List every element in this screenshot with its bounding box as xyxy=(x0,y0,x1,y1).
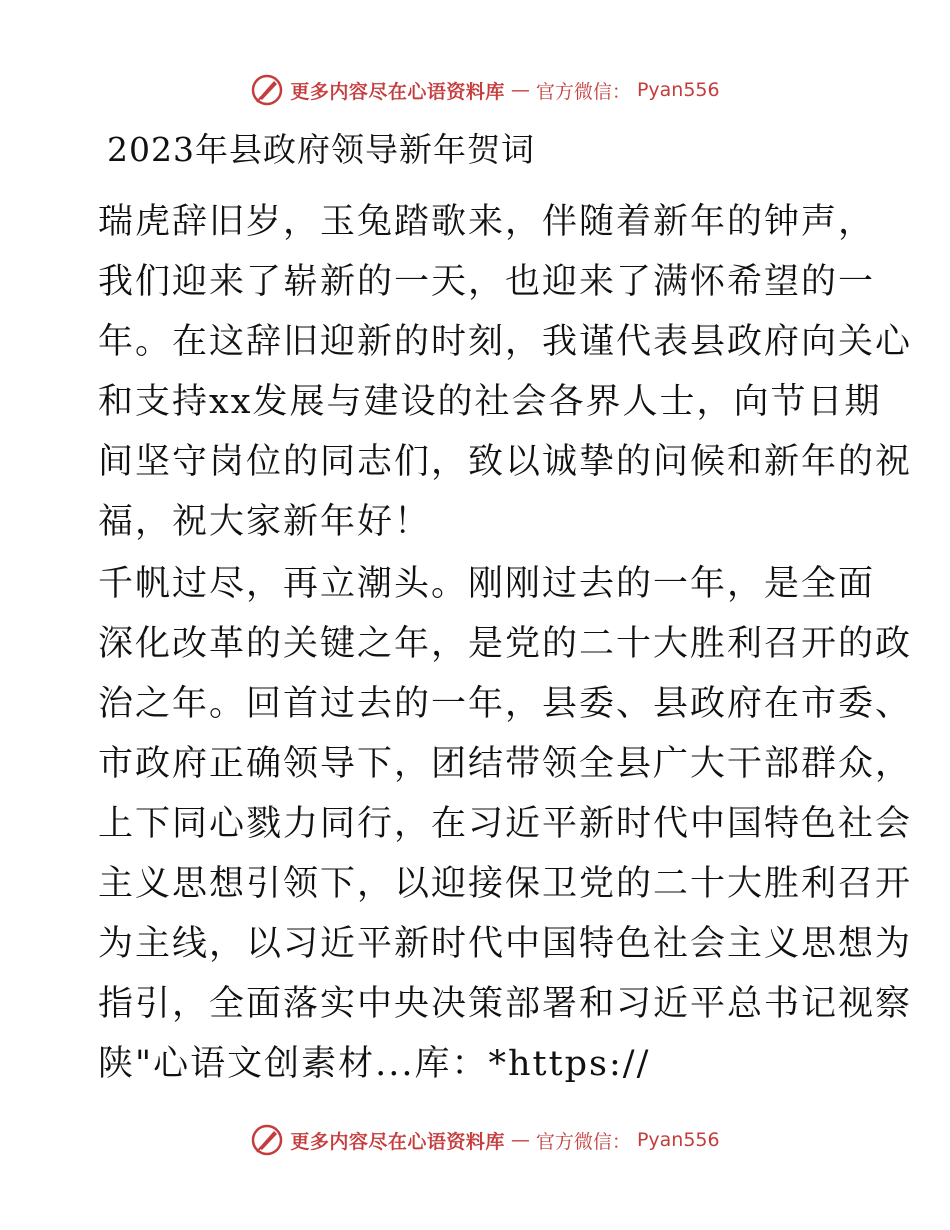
text-line: 年。在这辞旧迎新的时刻，我谨代表县政府向关心 xyxy=(98,322,913,362)
watermark-text: 更多内容尽在心语资料库 xyxy=(290,80,505,103)
text-line: 市政府正确领导下，团结带领全县广大干部群众， xyxy=(98,744,913,784)
watermark-content xyxy=(250,73,719,107)
watermark-separator: — xyxy=(510,1129,530,1151)
paragraph-1 xyxy=(98,192,913,552)
watermark-content xyxy=(250,1123,719,1157)
watermark-wechat-label: 官方微信： xyxy=(535,1130,631,1153)
text-line: 为主线，以习近平新时代中国特色社会主义思想为 xyxy=(98,924,913,964)
text-line: 我们迎来了崭新的一天，也迎来了满怀希望的一 xyxy=(98,262,876,302)
watermark-separator: — xyxy=(510,79,530,101)
watermark-wechat-label: 官方微信： xyxy=(535,80,631,103)
text-line: 福，祝大家新年好！ xyxy=(98,502,432,542)
watermark-banner-top xyxy=(0,70,950,110)
text-line: 间坚守岗位的同志们，致以诚挚的问候和新年的祝 xyxy=(98,442,913,482)
text-line: 治之年。回首过去的一年，县委、县政府在市委、 xyxy=(98,684,913,724)
text-line: 和支持xx发展与建设的社会各界人士，向节日期 xyxy=(98,382,882,422)
watermark-wechat-id: Pyan556 xyxy=(636,1129,720,1151)
watermark-wechat-id: Pyan556 xyxy=(636,79,720,101)
document-title: 2023年县政府领导新年贺词 xyxy=(107,130,535,169)
paragraph-2 xyxy=(98,554,913,1094)
watermark-banner-bottom xyxy=(0,1120,950,1160)
watermark-text: 更多内容尽在心语资料库 xyxy=(290,1130,505,1153)
text-line: 主义思想引领下，以迎接保卫党的二十大胜利召开 xyxy=(98,864,913,904)
text-line: 指引，全面落实中央决策部署和习近平总书记视察 xyxy=(98,984,913,1024)
text-line: 瑞虎辞旧岁，玉兔踏歌来，伴随着新年的钟声， xyxy=(98,202,876,242)
text-line: 上下同心戮力同行，在习近平新时代中国特色社会 xyxy=(98,804,913,844)
text-line: 陕"心语文创素材...库：*https:// xyxy=(98,1044,651,1084)
feather-pen-logo-icon xyxy=(250,73,284,107)
text-line: 深化改革的关键之年，是党的二十大胜利召开的政 xyxy=(98,624,913,664)
text-line: 千帆过尽，再立潮头。刚刚过去的一年，是全面 xyxy=(98,564,876,604)
feather-pen-logo-icon xyxy=(250,1123,284,1157)
